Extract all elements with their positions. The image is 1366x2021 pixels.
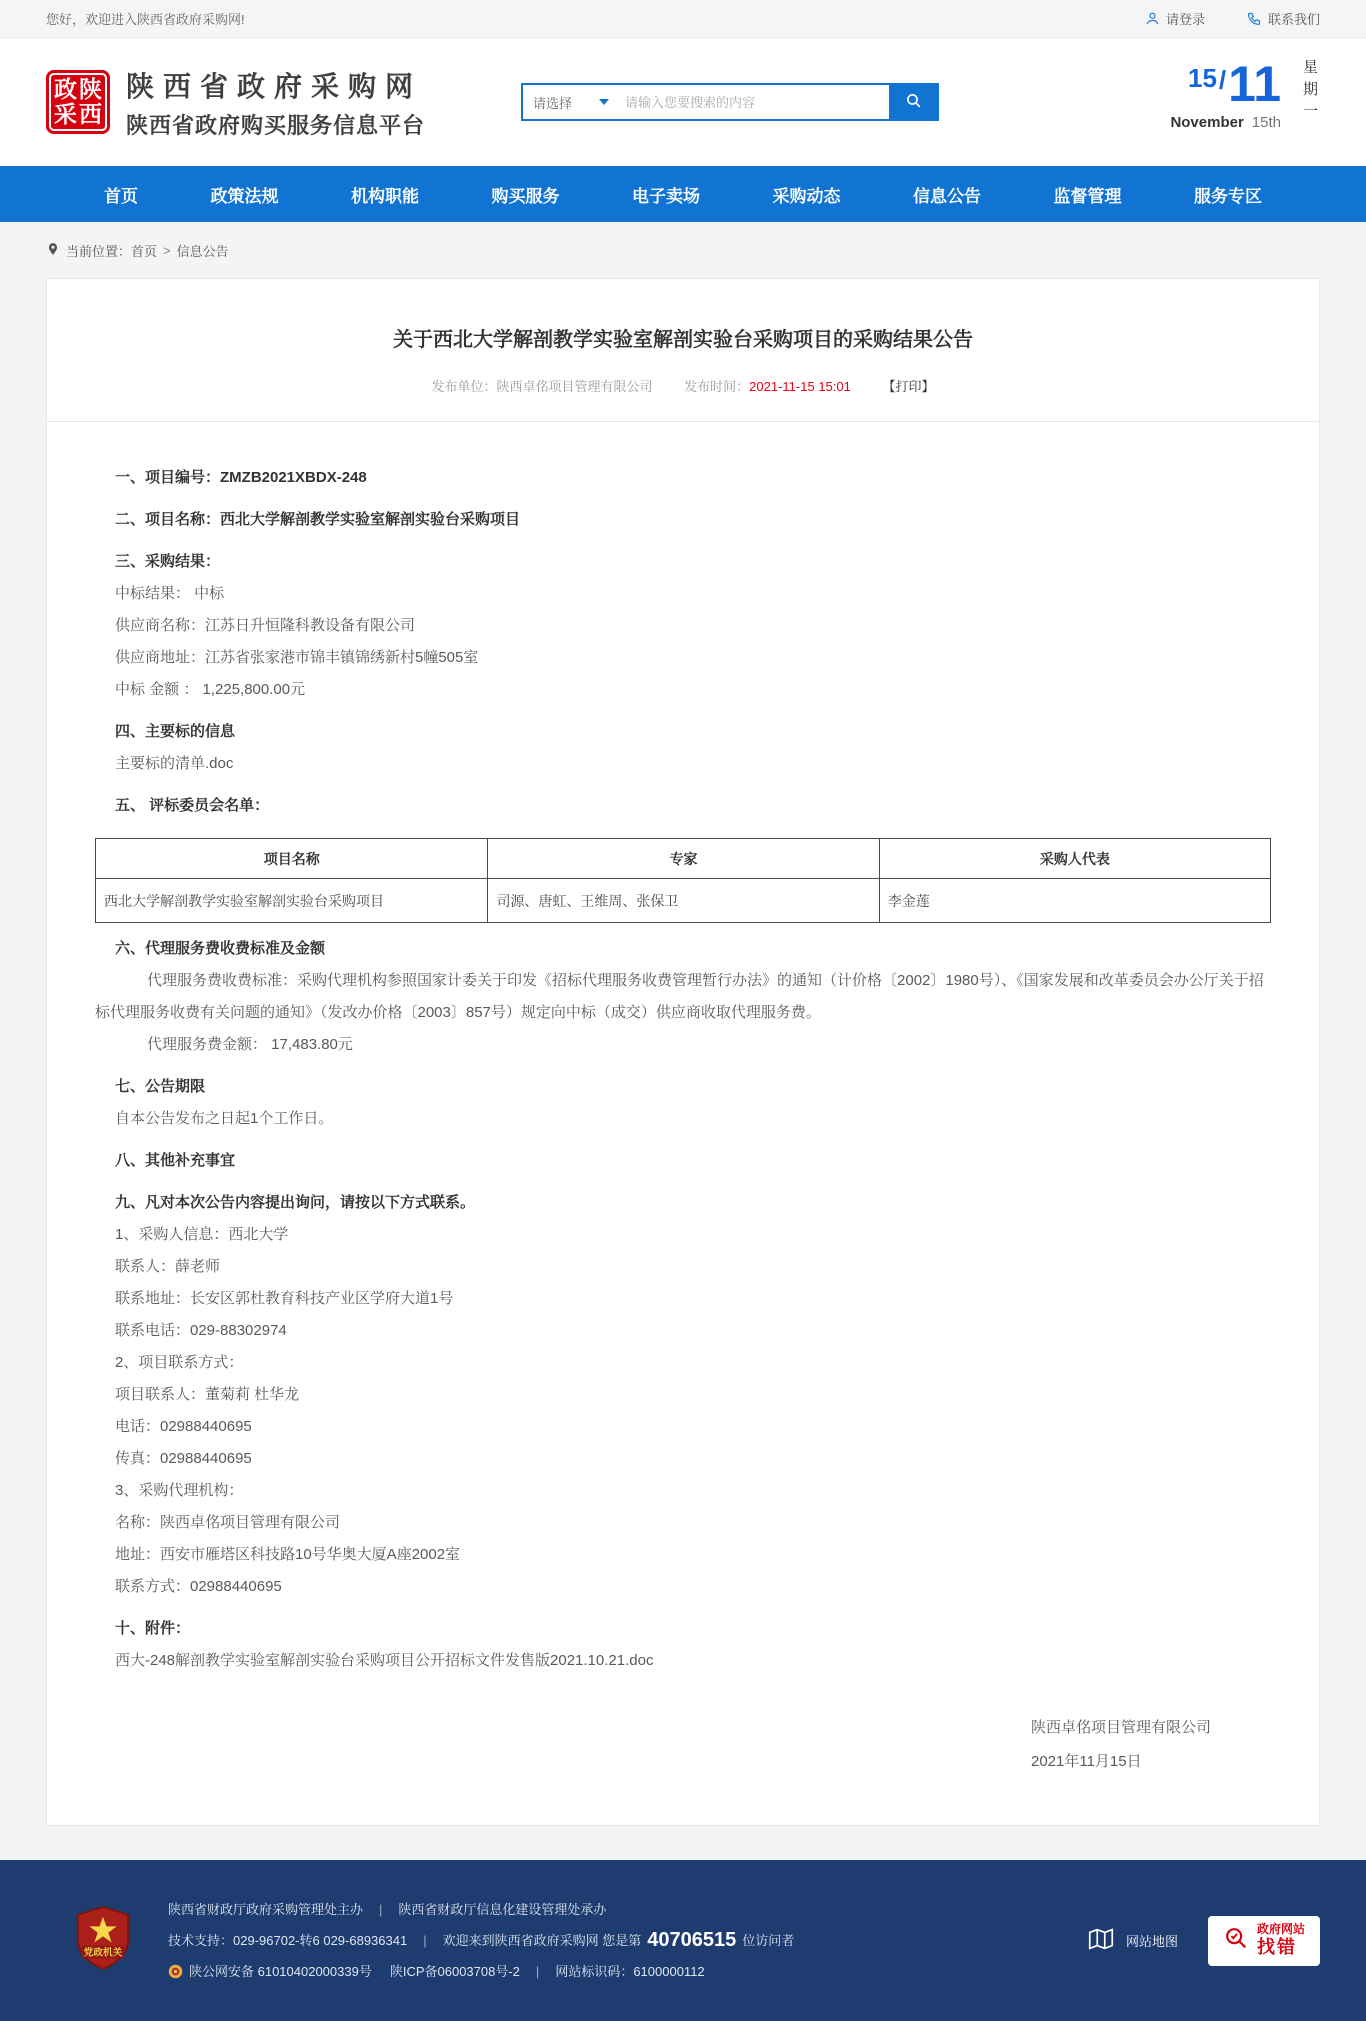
sitemap-label: 网站地图 bbox=[1125, 1934, 1178, 1949]
evaluation-committee-table bbox=[95, 838, 1271, 923]
publish-time-value: 2021-11-15 15:01 bbox=[749, 379, 851, 394]
table-row bbox=[96, 879, 1271, 923]
error-badge-line1: 政府网站 bbox=[1256, 1922, 1305, 1937]
location-pin-icon bbox=[46, 242, 66, 259]
nav-item-service-zone[interactable]: 服务专区 bbox=[1194, 186, 1262, 206]
footer-tech-support: 技术支持：029-96702-转6 029-68936341 bbox=[168, 1933, 408, 1948]
breadcrumb-label: 当前位置： bbox=[66, 243, 132, 259]
welcome-text: 您好，欢迎进入陕西省政府采购网! bbox=[46, 12, 245, 27]
col-purchaser-rep: 采购人代表 bbox=[879, 839, 1270, 879]
body-line: 联系地址：长安区郭杜教育科技产业区学府大道1号 bbox=[115, 1290, 454, 1307]
cell-experts: 司源、唐虹、王维周、张保卫 bbox=[488, 879, 879, 923]
login-link[interactable] bbox=[1145, 9, 1205, 28]
body-line: 项目联系人：董菊莉 杜华龙 bbox=[115, 1386, 300, 1403]
contact-link[interactable] bbox=[1247, 9, 1320, 28]
section-heading: 九、凡对本次公告内容提出询问，请按以下方式联系。 bbox=[115, 1194, 476, 1211]
date-day: 15 bbox=[1187, 63, 1217, 93]
search-bar bbox=[521, 83, 939, 121]
security-record-number[interactable]: 陕公网安备 61010402000339号 bbox=[189, 1964, 372, 1979]
publisher-value: 陕西卓佲项目管理有限公司 bbox=[496, 379, 653, 394]
chevron-down-icon bbox=[599, 99, 609, 105]
body-line: 名称：陕西卓佲项目管理有限公司 bbox=[115, 1514, 341, 1531]
search-icon bbox=[905, 92, 922, 112]
nav-item-policies[interactable]: 政策法规 bbox=[210, 186, 279, 206]
contact-label: 联系我们 bbox=[1267, 12, 1320, 27]
search-button[interactable] bbox=[889, 85, 937, 119]
col-project-name: 项目名称 bbox=[96, 839, 488, 879]
site-subtitle: 陕西省政府购买服务信息平台 bbox=[126, 112, 426, 138]
signature-date: 2021年11月15日 bbox=[1030, 1753, 1142, 1770]
publish-time-label: 发布时间： bbox=[684, 379, 750, 394]
login-label: 请登录 bbox=[1165, 12, 1205, 27]
body-line: 电话：02988440695 bbox=[115, 1418, 252, 1435]
footer-text: 陕西省财政厅政府采购管理处主办 | 陕西省财政厅信息化建设管理处承办 技术支持：029-96702-转6 029-68936341 | 欢迎来到陕西省政府采购网 您是第 40706515 位访问者 陕公网安备 61010402000339号 陕ICP备06003708号-2 | 网站标识码：6100000112 bbox=[168, 1894, 1066, 1987]
nav-item-supervision[interactable]: 监督管理 bbox=[1053, 186, 1122, 206]
section-heading: 七、公告期限 bbox=[115, 1078, 206, 1095]
date-weekday: 星期一 bbox=[1301, 59, 1318, 125]
section-heading: 十、附件： bbox=[115, 1620, 191, 1637]
site-identifier-code: 网站标识码：6100000112 bbox=[555, 1964, 705, 1979]
party-government-emblem bbox=[72, 1905, 134, 1976]
site-logo: 政 陕 采 西 bbox=[46, 70, 110, 134]
date-day-ordinal: 15th bbox=[1251, 114, 1281, 131]
date-widget: 15/11 November 15th 星期一 bbox=[1170, 59, 1320, 145]
breadcrumb-home[interactable]: 首页 bbox=[131, 243, 158, 259]
nav-item-purchase-services[interactable]: 购买服务 bbox=[491, 186, 560, 206]
topbar bbox=[0, 0, 1366, 38]
signature-company: 陕西卓佲项目管理有限公司 bbox=[1030, 1719, 1211, 1736]
search-category-select[interactable] bbox=[523, 85, 619, 119]
body-line: 联系电话：029-88302974 bbox=[115, 1322, 287, 1339]
body-line: 自本公告发布之日起1个工作日。 bbox=[115, 1110, 334, 1127]
body-line: 中标 金额 ： 1,225,800.00元 bbox=[115, 681, 306, 698]
footer-support-org: 陕西省财政厅信息化建设管理处承办 bbox=[398, 1902, 607, 1917]
search-input[interactable] bbox=[619, 85, 889, 119]
breadcrumb: 当前位置： 首页 > 信息公告 bbox=[46, 222, 1320, 278]
publisher-label: 发布单位： bbox=[431, 379, 497, 394]
section-heading: 一、项目编号：ZMZB2021XBDX-248 bbox=[115, 469, 367, 486]
article-body bbox=[47, 422, 1319, 1779]
section-heading: 四、主要标的信息 bbox=[115, 723, 236, 740]
print-button[interactable]: 【打印】 bbox=[882, 379, 935, 394]
nav-item-functions[interactable]: 机构职能 bbox=[351, 186, 419, 206]
body-line: 1、采购人信息：西北大学 bbox=[115, 1226, 289, 1243]
main-nav bbox=[0, 166, 1366, 222]
site-header bbox=[0, 38, 1366, 166]
site-title: 陕西省政府采购网 bbox=[126, 70, 423, 102]
body-line: 传真：02988440695 bbox=[115, 1450, 252, 1467]
cell-project-name: 西北大学解剖教学实验室解剖实验台采购项目 bbox=[96, 879, 488, 923]
date-month-name: November bbox=[1170, 114, 1244, 131]
map-icon bbox=[1086, 1924, 1116, 1957]
visitor-count: 40706515 bbox=[647, 1929, 737, 1951]
body-line: 3、采购代理机构： bbox=[115, 1482, 244, 1499]
table-header-row bbox=[96, 839, 1271, 879]
nav-item-procurement-news[interactable]: 采购动态 bbox=[772, 186, 841, 206]
body-line: 供应商地址：江苏省张家港市锦丰镇锦绣新村5幢505室 bbox=[115, 649, 479, 666]
body-paragraph: 代理服务费收费标准：采购代理机构参照国家计委关于印发《招标代理服务收费管理暂行办法》的通知（计价格〔2002〕1980号）、《国家发展和改革委员会办公厅关于招标代理服务收费有关问题的通知》（发改办价格〔2003〕857号）规定向中标（成交）供应商收取代理服务费。 bbox=[95, 972, 1264, 1021]
date-month: 11 bbox=[1228, 56, 1281, 112]
body-line: 地址：西安市雁塔区科技路10号华奥大厦A座2002室 bbox=[115, 1546, 461, 1563]
article-meta bbox=[47, 376, 1319, 395]
section-heading: 五、 评标委员会名单： bbox=[115, 797, 270, 814]
search-select-label: 请选择 bbox=[533, 95, 573, 111]
signature-block bbox=[1031, 1711, 1211, 1779]
phone-icon bbox=[1247, 11, 1262, 26]
topbar-links bbox=[1103, 9, 1320, 28]
article-card bbox=[46, 278, 1320, 1826]
brand bbox=[46, 65, 425, 140]
section-heading: 三、采购结果： bbox=[115, 553, 221, 570]
col-experts: 专家 bbox=[488, 839, 879, 879]
body-line: 联系人：薛老师 bbox=[115, 1258, 221, 1275]
body-line: 供应商名称：江苏日升恒隆科教设备有限公司 bbox=[115, 617, 416, 634]
breadcrumb-current[interactable]: 信息公告 bbox=[176, 243, 229, 259]
site-footer bbox=[0, 1860, 1366, 2021]
section-heading: 二、项目名称：西北大学解剖教学实验室解剖实验台采购项目 bbox=[115, 511, 521, 528]
footer-host-org: 陕西省财政厅政府采购管理处主办 bbox=[168, 1902, 364, 1917]
public-security-badge-icon bbox=[168, 1964, 183, 1979]
cell-purchaser-rep: 李金莲 bbox=[879, 879, 1270, 923]
nav-item-e-market[interactable]: 电子卖场 bbox=[632, 186, 700, 206]
footer-welcome-suffix: 位访问者 bbox=[742, 1933, 795, 1948]
section-heading: 八、其他补充事宜 bbox=[115, 1152, 236, 1169]
nav-item-home[interactable]: 首页 bbox=[104, 186, 138, 206]
body-line: 中标结果： 中标 bbox=[115, 585, 225, 602]
footer-welcome-prefix: 欢迎来到陕西省政府采购网 您是第 bbox=[442, 1933, 642, 1948]
body-line: 代理服务费金额： 17,483.80元 bbox=[147, 1036, 353, 1053]
attachment-link[interactable]: 西大-248解剖教学实验室解剖实验台采购项目公开招标文件发售版2021.10.21.doc bbox=[115, 1652, 654, 1669]
icp-record-number[interactable]: 陕ICP备06003708号-2 bbox=[389, 1964, 520, 1979]
article-title: 关于西北大学解剖教学实验室解剖实验台采购项目的采购结果公告 bbox=[393, 329, 973, 351]
body-line: 2、项目联系方式： bbox=[115, 1354, 244, 1371]
error-badge-line2: 找错 bbox=[1256, 1937, 1297, 1958]
gov-site-error-report-badge[interactable] bbox=[1208, 1916, 1320, 1966]
nav-item-announcements[interactable]: 信息公告 bbox=[913, 186, 981, 206]
emblem-text: 党政机关 bbox=[83, 1947, 123, 1959]
body-line: 联系方式：02988440695 bbox=[115, 1578, 282, 1595]
user-icon bbox=[1145, 11, 1160, 26]
section-heading: 六、代理服务费收费标准及金额 bbox=[115, 940, 326, 957]
attachment-link[interactable]: 主要标的清单.doc bbox=[115, 755, 234, 772]
sitemap-link[interactable] bbox=[1086, 1924, 1178, 1957]
error-finder-magnifier-icon bbox=[1223, 1925, 1249, 1956]
